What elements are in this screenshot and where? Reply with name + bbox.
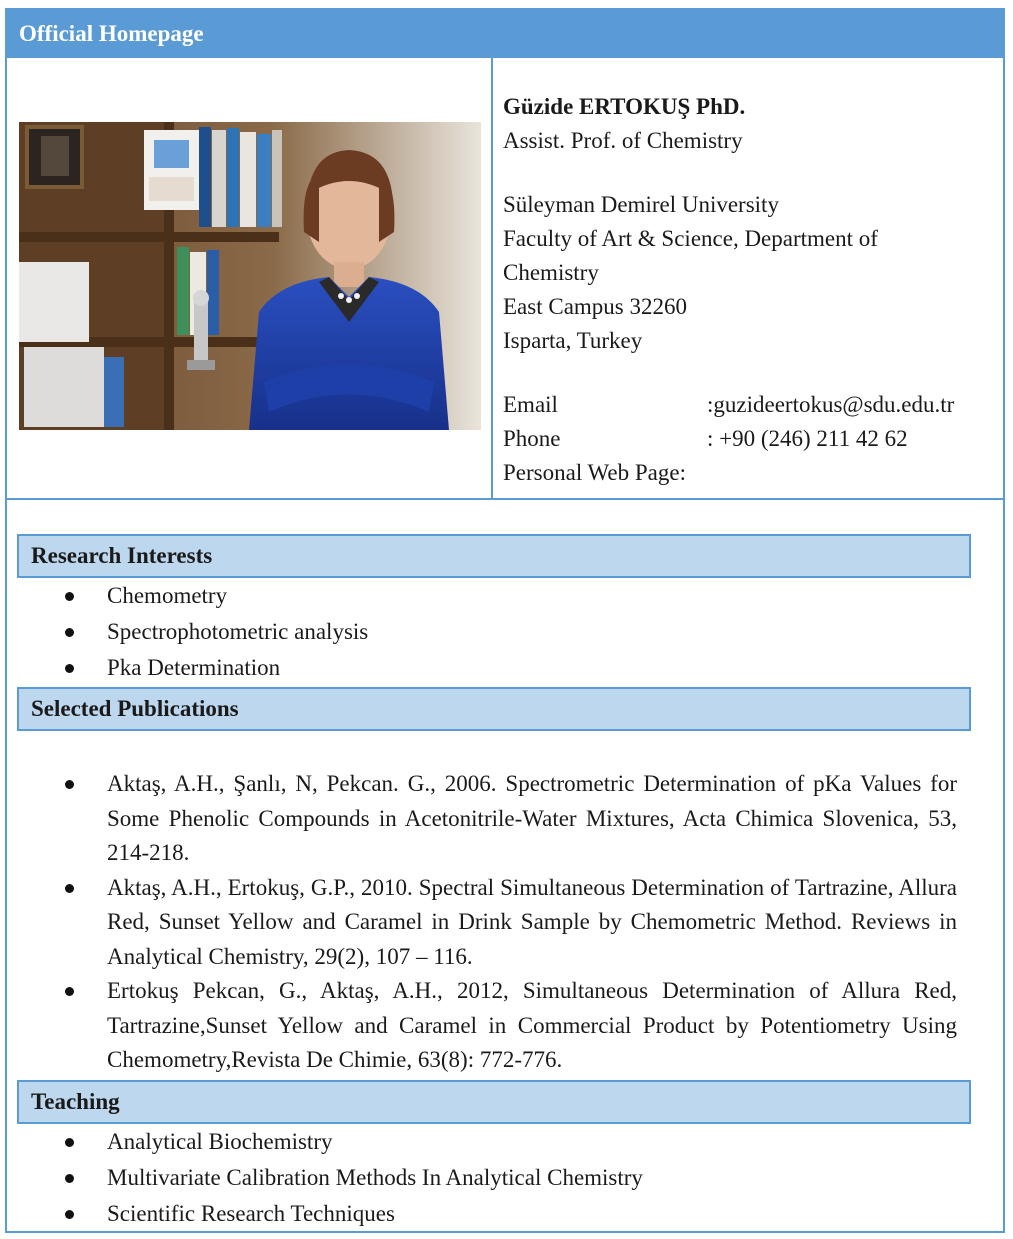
email-row — [503, 388, 1003, 422]
bullet-icon — [65, 987, 74, 996]
profile-name: Güzide ERTOKUŞ PhD. — [503, 94, 746, 119]
bullet-icon — [65, 1174, 74, 1183]
bullet-icon — [65, 780, 74, 789]
bullet-icon — [65, 664, 74, 673]
phone-label: Phone — [503, 426, 561, 451]
selected-publications-heading: Selected Publications — [17, 687, 971, 731]
bullet-icon — [65, 884, 74, 893]
homepage-frame — [5, 8, 1005, 1233]
bullet-icon — [65, 1138, 74, 1147]
list-item: Scientific Research Techniques — [7, 1196, 643, 1232]
teaching-heading: Teaching — [17, 1080, 971, 1124]
profile-info — [503, 90, 1003, 490]
list-item: Spectrophotometric analysis — [7, 614, 368, 650]
email-label: Email — [503, 392, 558, 417]
publications-list — [7, 767, 957, 1078]
address-line: East Campus 32260 — [503, 294, 687, 319]
profile-panel — [7, 58, 1003, 500]
email-value[interactable]: :guzideertokus@sdu.edu.tr — [707, 392, 955, 417]
address-line: Faculty of Art & Science, Department of — [503, 226, 878, 251]
bullet-icon — [65, 628, 74, 637]
research-interests-list — [7, 578, 368, 686]
phone-row — [503, 422, 1003, 456]
list-item: Chemometry — [7, 578, 368, 614]
list-item: Multivariate Calibration Methods In Analytical Chemistry — [7, 1160, 643, 1196]
teaching-list — [7, 1124, 643, 1232]
address-line: Chemistry — [503, 260, 599, 285]
profile-photo — [19, 122, 481, 430]
profile-position: Assist. Prof. of Chemistry — [503, 128, 743, 153]
list-item: Pka Determination — [7, 650, 368, 686]
research-interests-heading: Research Interests — [17, 534, 971, 578]
address-line: Süleyman Demirel University — [503, 192, 779, 217]
list-item: Analytical Biochemistry — [7, 1124, 643, 1160]
profile-divider — [491, 58, 493, 498]
publication-item: Aktaş, A.H., Şanlı, N, Pekcan. G., 2006. Spectrometric Determination of pKa Values for Some Phenolic Compounds in Acetonitrile-Water Mixtures, Acta Chimica Slovenica, 53, 214-218. — [7, 767, 957, 871]
publication-item: Ertokuş Pekcan, G., Aktaş, A.H., 2012, Simultaneous Determination of Allura Red, Tartrazine,Sunset Yellow and Caramel in Commercial Product by Potentiometry Using Chemometry,Revista De Chimie, 63(8): 772-776. — [7, 974, 957, 1078]
phone-value: : +90 (246) 211 42 62 — [707, 426, 908, 451]
address-line: Isparta, Turkey — [503, 328, 643, 353]
web-page-row — [503, 456, 1003, 490]
web-page-label: Personal Web Page: — [503, 460, 686, 485]
bullet-icon — [65, 1210, 74, 1219]
bullet-icon — [65, 592, 74, 601]
publication-item: Aktaş, A.H., Ertokuş, G.P., 2010. Spectral Simultaneous Determination of Tartrazine, Allura Red, Sunset Yellow and Caramel in Drink Sample by Chemometric Method. Reviews in Analytical Chemistry, 29(2), 107 – 116. — [7, 871, 957, 975]
page-title: Official Homepage — [7, 10, 1003, 58]
